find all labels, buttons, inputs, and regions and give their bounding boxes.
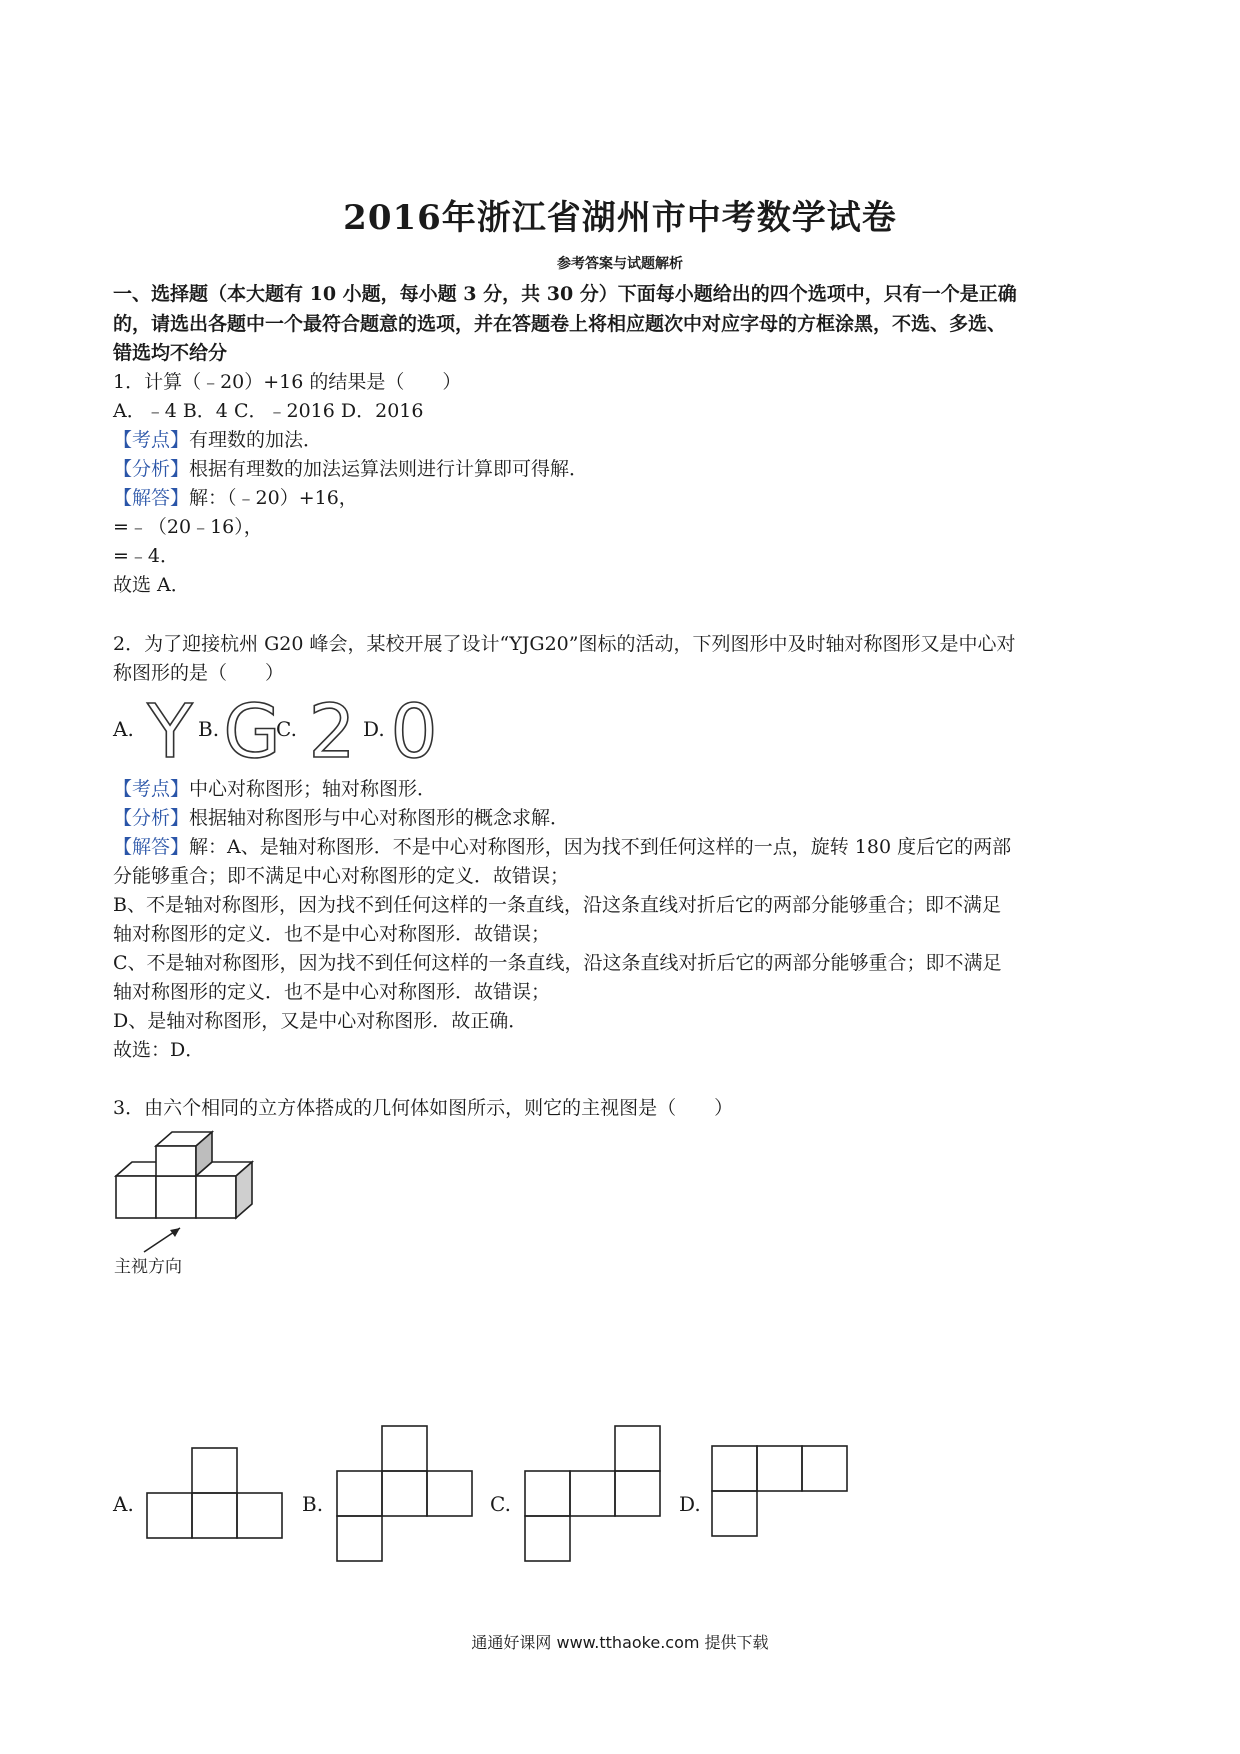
q2-option-d-label: D. xyxy=(363,717,385,741)
q1-fenxi xyxy=(113,457,588,481)
q2-kaodian xyxy=(113,777,436,801)
q2-fenxi-text: 根据轴对称图形与中心对称图形的概念求解． xyxy=(189,807,570,829)
q1-answer: 故选 A． xyxy=(113,574,190,596)
fenxi-tag: 【分析】 xyxy=(113,807,190,829)
section-heading-line-3: 错选均不给分 xyxy=(113,342,228,364)
q3-option-b-label: B. xyxy=(302,1492,324,1516)
kaodian-tag: 【考点】 xyxy=(113,778,190,800)
q2-solution-line-5: 轴对称图形的定义．也不是中心对称图形．故错误； xyxy=(113,981,551,1003)
section-heading-line-1: 一、选择题（本大题有 10 小题，每小题 3 分，共 30 分）下面每小题给出的四个选项中，只有一个是正确 xyxy=(113,283,1017,305)
q2-stem-line-1: 2．为了迎接杭州 G20 峰会，某校开展了设计“YJG20”图标的活动，下列图形中及时轴对称图形又是中心对 xyxy=(113,633,1016,655)
q2-solution-line-4: C、不是轴对称图形，因为找不到任何这样的一条直线，沿这条直线对折后它的两部分能够重合；即不满足 xyxy=(113,952,1002,974)
view-direction-label: 主视方向 xyxy=(114,1257,182,1277)
q3-option-a-label: A. xyxy=(113,1492,134,1516)
fenxi-tag: 【分析】 xyxy=(113,458,190,480)
section-heading-line-2: 的，请选出各题中一个最符合题意的选项，并在答题卷上将相应题次中对应字母的方框涂黑，不选、多选、 xyxy=(113,313,1007,335)
q1-options: A．﹣4 B．4 C．﹣2016 D．2016 xyxy=(113,400,424,422)
q3-option-c-label: C. xyxy=(490,1492,511,1516)
q1-jieda-text: 解：（﹣20）+16， xyxy=(189,487,358,509)
jieda-tag: 【解答】 xyxy=(113,836,190,858)
svg-text:Y: Y xyxy=(147,689,193,775)
q2-jieda-text: 解：A、是轴对称图形．不是中心对称图形，因为找不到任何这样的一点，旋转 180 度后它的两部 xyxy=(189,836,1012,858)
q2-option-c-glyph xyxy=(308,689,356,775)
q1-fenxi-text: 根据有理数的加法运算法则进行计算即可得解． xyxy=(189,458,589,480)
page-title: 2016年浙江省湖州市中考数学试卷 xyxy=(343,198,897,238)
q3-option-d-label: D. xyxy=(679,1492,701,1516)
q1-jieda xyxy=(113,486,358,510)
svg-text:0: 0 xyxy=(390,689,438,775)
q3-option-d-figure xyxy=(711,1444,851,1542)
q2-option-b-glyph xyxy=(223,689,281,775)
q3-cube-figure xyxy=(110,1124,280,1284)
q2-solution-line-6: D、是轴对称图形，又是中心对称图形．故正确． xyxy=(113,1010,528,1032)
kaodian-tag: 【考点】 xyxy=(113,429,190,451)
svg-text:2: 2 xyxy=(308,689,356,775)
page-footer: 通通好课网 www.tthaoke.com 提供下载 xyxy=(471,1633,769,1652)
q2-option-a-glyph xyxy=(147,689,193,775)
q1-step-1: =﹣（20﹣16）， xyxy=(113,516,263,538)
q1-kaodian-text: 有理数的加法． xyxy=(189,429,323,451)
q3-option-b-figure xyxy=(336,1424,476,1568)
q1-kaodian xyxy=(113,428,322,452)
svg-text:G: G xyxy=(223,689,281,775)
q2-stem-line-2: 称图形的是（ ） xyxy=(113,662,285,684)
q2-fenxi xyxy=(113,806,569,830)
q2-kaodian-text: 中心对称图形；轴对称图形． xyxy=(189,778,437,800)
q3-option-a-figure xyxy=(146,1446,286,1544)
q2-option-d-glyph xyxy=(390,689,438,775)
q2-jieda xyxy=(113,835,1011,859)
q2-solution-line-2: B、不是轴对称图形，因为找不到任何这样的一条直线，沿这条直线对折后它的两部分能够重合；即不满足 xyxy=(113,894,1001,916)
page-subtitle: 参考答案与试题解析 xyxy=(557,256,683,272)
q2-option-a-label: A. xyxy=(113,717,134,741)
q2-option-c-label: C. xyxy=(276,717,297,741)
q2-answer: 故选：D． xyxy=(113,1039,205,1061)
q2-solution-line-1: 分能够重合；即不满足中心对称图形的定义．故错误； xyxy=(113,865,570,887)
q1-step-2: =﹣4． xyxy=(113,545,180,567)
q1-stem: 1．计算（﹣20）+16 的结果是（ ） xyxy=(113,371,462,393)
q2-solution-line-3: 轴对称图形的定义．也不是中心对称图形．故错误； xyxy=(113,923,551,945)
jieda-tag: 【解答】 xyxy=(113,487,190,509)
q3-option-c-figure xyxy=(524,1424,664,1568)
q2-option-b-label: B. xyxy=(198,717,220,741)
q3-stem: 3．由六个相同的立方体搭成的几何体如图所示，则它的主视图是（ ） xyxy=(113,1097,734,1119)
